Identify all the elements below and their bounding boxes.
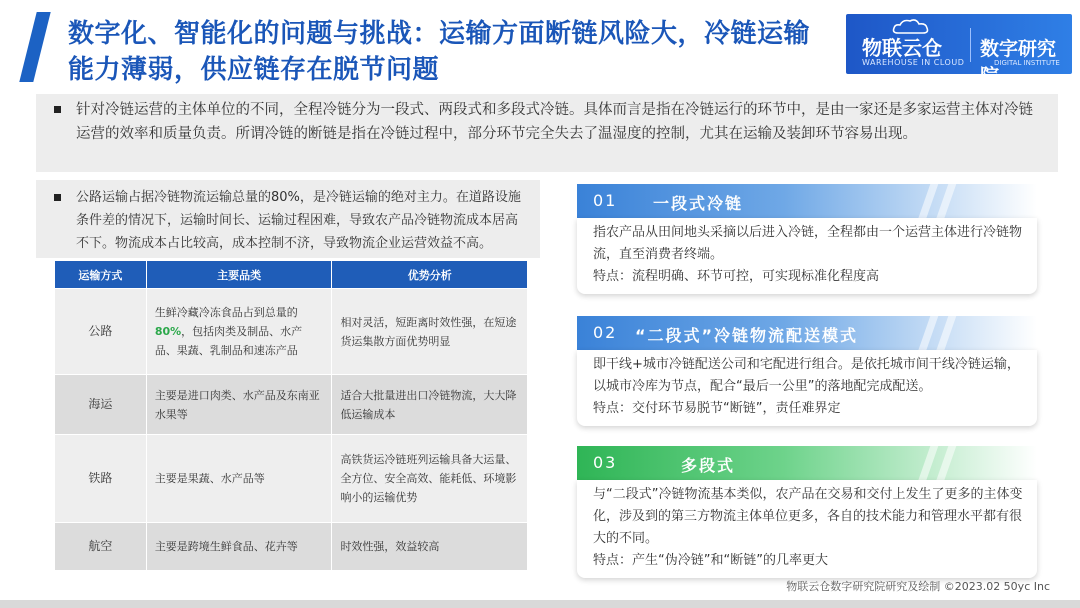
mode-cell: 航空 — [55, 523, 147, 571]
column-header-mode: 运输方式 — [55, 261, 147, 289]
intro-box — [36, 94, 1058, 172]
card-title: “二段式”冷链物流配送模式 — [635, 326, 859, 345]
chain-type-card-3 — [577, 446, 1037, 578]
title-accent-bar — [19, 12, 50, 82]
road-transport-note-text: 公路运输占据冷链物流运输总量的80%，是冷链运输的绝对主力。在道路设施条件差的情况下，运输时间长、运输过程困难，导致农产品冷链物流成本居高不下。物流成本占比较高，成本控制不济，导致物流企业运营效益不高。 — [76, 190, 521, 251]
footer-bar — [0, 600, 1080, 608]
card-description: 与“二段式”冷链物流基本类似，农产品在交易和交付上发生了更多的主体变化，涉及到的第三方物流主体单位更多，各自的技术能力和管理水平都有很大的不同。 — [593, 487, 1023, 546]
highlight-percentage: 80% — [154, 325, 182, 338]
road-transport-note — [36, 180, 540, 258]
card-header — [577, 446, 1037, 480]
intro-text: 针对冷链运营的主体单位的不同，全程冷链分为一段式、两段式和多段式冷链。具体而言是指在冷链运行的环节中，是由一家还是多家运营主体对冷链运营的效率和质量负责。所谓冷链的断链是指在冷链过程中，部分环节完全失去了温湿度的控制，尤其在运输及装卸环节容易出现。 — [76, 102, 1033, 142]
logo-divider — [970, 28, 971, 62]
card-description: 指农产品从田间地头采摘以后进入冷链，全程都由一个运营主体进行冷链物流，直至消费者终端。 — [593, 225, 1023, 262]
card-header — [577, 184, 1037, 218]
table-row — [55, 435, 528, 523]
column-header-goods: 主要品类 — [146, 261, 332, 289]
column-header-advantage: 优势分析 — [332, 261, 528, 289]
card-title: 一段式冷链 — [653, 194, 744, 213]
mode-cell: 公路 — [55, 289, 147, 375]
logo-secondary-text: 数字研究院 — [980, 38, 1057, 87]
logo-secondary-subtext: DIGITAL INSTITUTE — [994, 59, 1060, 67]
table-header-row — [55, 261, 528, 289]
chain-type-card-1 — [577, 184, 1037, 294]
table-row — [55, 375, 528, 435]
card-body — [577, 218, 1037, 294]
chain-type-card-2 — [577, 316, 1037, 426]
advantage-cell: 适合大批量进出口冷链物流，大大降低运输成本 — [332, 375, 528, 435]
card-body — [577, 480, 1037, 578]
advantage-cell: 时效性强，效益较高 — [332, 523, 528, 571]
logo-primary-subtext: WAREHOUSE IN CLOUD — [862, 58, 965, 67]
card-body — [577, 350, 1037, 426]
card-number: 02 — [593, 323, 618, 342]
advantage-cell: 相对灵活，短距离时效性强，在短途货运集散方面优势明显 — [332, 289, 528, 375]
transport-mode-table — [54, 260, 528, 571]
decorative-stripes-icon — [887, 444, 1037, 484]
card-header — [577, 316, 1037, 350]
card-feature: 特点：流程明确、环节可控，可实现标准化程度高 — [593, 269, 880, 284]
card-title: 多段式 — [681, 456, 736, 475]
page-title: 数字化、智能化的问题与挑战：运输方面断链风险大，冷链运输能力薄弱，供应链存在脱节问题 — [68, 19, 811, 85]
card-description: 即干线+城市冷链配送公司和宅配进行组合。是依托城市间干线冷链运输，以城市冷库为节点，配合“最后一公里”的落地配完成配送。 — [593, 357, 1020, 394]
goods-cell: 主要是果蔬、水产品等 — [146, 435, 332, 523]
table-row — [55, 289, 528, 375]
goods-cell: 主要是进口肉类、水产品及东南亚水果等 — [146, 375, 332, 435]
decorative-stripes-icon — [887, 182, 1037, 222]
card-feature: 特点：产生“伪冷链”和“断链”的几率更大 — [593, 553, 828, 568]
bullet-square-icon — [54, 106, 61, 113]
advantage-cell: 高铁货运冷链班列运输具备大运量、全方位、安全高效、能耗低、环境影响小的运输优势 — [332, 435, 528, 523]
mode-cell: 海运 — [55, 375, 147, 435]
logo-primary-text: 物联云仓 — [862, 36, 942, 60]
bullet-square-icon — [54, 194, 61, 201]
table-row — [55, 523, 528, 571]
decorative-stripes-icon — [887, 314, 1037, 354]
goods-cell: 生鲜冷藏冷冻食品占到总量的80%，包括肉类及制品、水产品、果蔬、乳制品和速冻产品 — [146, 289, 332, 375]
footer-credit: 物联云仓数字研究院研究及绘制 ©2023.02 50yc Inc — [786, 580, 1050, 593]
goods-cell: 主要是跨境生鲜食品、花卉等 — [146, 523, 332, 571]
mode-cell: 铁路 — [55, 435, 147, 523]
brand-logo — [846, 14, 1072, 87]
card-number: 03 — [593, 453, 618, 472]
card-feature: 特点：交付环节易脱节“断链”，责任难界定 — [593, 401, 841, 416]
card-number: 01 — [593, 191, 618, 210]
